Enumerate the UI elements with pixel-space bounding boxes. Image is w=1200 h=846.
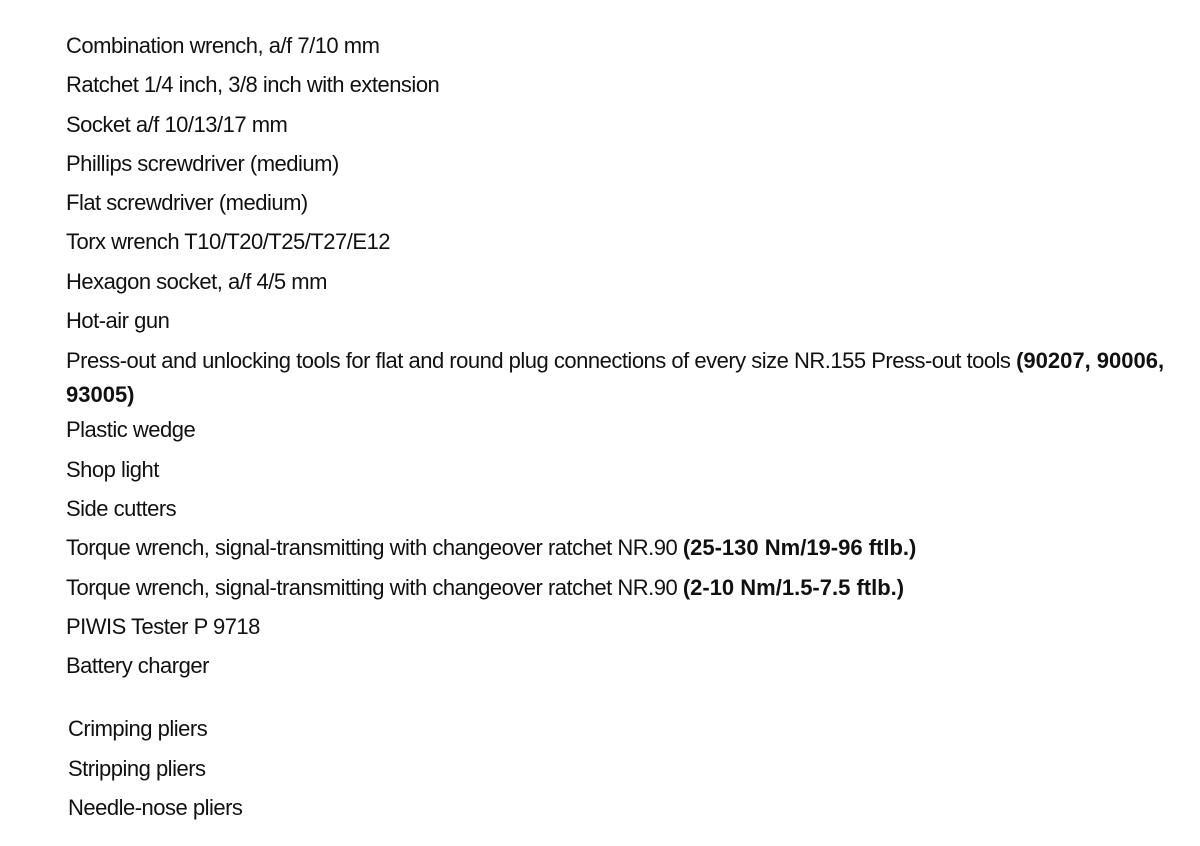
tool-item-text: Torx wrench T10/T20/T25/T27/E12 [66, 229, 391, 255]
tool-item-text: Plastic wedge [66, 417, 196, 443]
tool-item-spec: (25-130 Nm/19-96 ftlb.) [682, 535, 917, 561]
tool-item [66, 344, 1186, 414]
tool-item-text: Press-out and unlocking tools for flat and round plug connections of every size NR.155 Press-out tools [66, 348, 1017, 374]
tool-item [68, 753, 1186, 792]
tool-item [66, 266, 1186, 305]
tool-item-text: Torque wrench, signal-transmitting with changeover ratchet NR.90 [66, 535, 683, 561]
tool-item [66, 69, 1186, 108]
tool-item [66, 493, 1186, 532]
tool-item-text: Socket a/f 10/13/17 mm [66, 111, 288, 137]
tool-item [66, 414, 1186, 453]
tool-item [66, 30, 1186, 69]
tool-item [66, 572, 1186, 611]
tool-item-text: Combination wrench, a/f 7/10 mm [66, 33, 380, 58]
tool-item-spec: (90207, 90006, 93005) [66, 348, 1165, 408]
tool-item [68, 792, 1186, 831]
tool-item-text: Shop light [66, 456, 159, 482]
tool-item-text: Side cutters [66, 495, 177, 521]
tool-item-text: Crimping pliers [68, 716, 208, 742]
tool-item [66, 532, 1186, 571]
tool-item [66, 650, 1186, 689]
tool-item [66, 148, 1186, 187]
tool-item-text: Battery charger [66, 653, 209, 679]
tool-item-text: Needle-nose pliers [68, 795, 243, 821]
list-gap [66, 689, 1186, 713]
tool-item [66, 187, 1186, 226]
tool-item-text: Phillips screwdriver (medium) [66, 150, 339, 176]
tool-item [68, 713, 1186, 752]
tool-item [66, 305, 1186, 344]
tool-list [66, 30, 1186, 831]
tool-item [66, 109, 1186, 148]
tool-item-text: Hexagon socket, a/f 4/5 mm [66, 268, 327, 294]
tool-item-text: Flat screwdriver (medium) [66, 190, 308, 216]
tool-item-text: Stripping pliers [68, 755, 206, 781]
tool-item-spec: (2-10 Nm/1.5-7.5 ftlb.) [682, 574, 905, 600]
tool-item-text: PIWIS Tester P 9718 [66, 613, 260, 639]
tool-item-text: Hot-air gun [66, 308, 170, 334]
tool-item [66, 226, 1186, 265]
tool-item [66, 611, 1186, 650]
tool-item [66, 454, 1186, 493]
tool-item-text: Ratchet 1/4 inch, 3/8 inch with extension [66, 72, 440, 98]
tool-item-text: Torque wrench, signal-transmitting with changeover ratchet NR.90 [66, 574, 683, 600]
